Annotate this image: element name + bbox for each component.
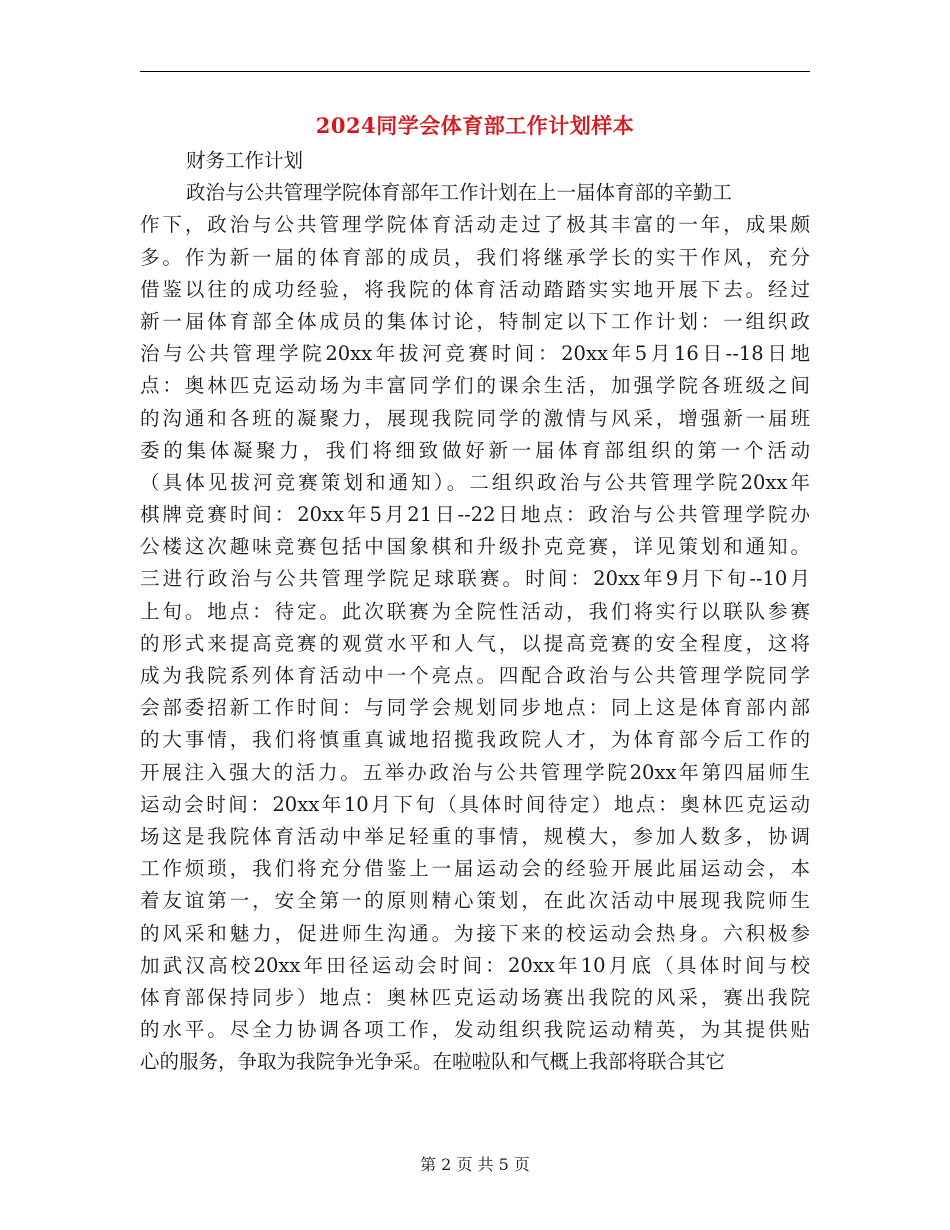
body-line: 公楼这次趣味竞赛包括中国象棋和升级扑克竞赛，详见策划和通知。 xyxy=(140,535,810,559)
body-line: 多。作为新一届的体育部的成员，我们将继承学长的实干作风，充分 xyxy=(140,245,810,269)
body-line: 三进行政治与公共管理学院足球联赛。时间：20xx年9月下旬--10月 xyxy=(140,567,810,591)
body-line: 成为我院系列体育活动中一个亮点。四配合政治与公共管理学院同学 xyxy=(140,664,810,687)
body-line: 棋牌竞赛时间：20xx年5月21日--22日地点：政治与公共管理学院办 xyxy=(140,503,810,527)
body-line: 的风采和魅力，促进师生沟通。为接下来的校运动会热身。六积极参 xyxy=(140,921,810,945)
document-title: 2024同学会体育部工作计划样本 xyxy=(315,113,635,138)
document-body xyxy=(140,145,810,1078)
header-rule xyxy=(140,71,810,72)
body-line: 的形式来提高竞赛的观赏水平和人气，以提高竞赛的安全程度，这将 xyxy=(140,631,810,655)
body-line: 新一届体育部全体成员的集体讨论，特制定以下工作计划：一组织政 xyxy=(140,309,810,333)
body-line: 点：奥林匹克运动场为丰富同学们的课余生活，加强学院各班级之间 xyxy=(140,374,810,398)
body-line: 治与公共管理学院20xx年拔河竞赛时间：20xx年5月16日--18日地 xyxy=(140,342,810,366)
body-line: 会部委招新工作时间：与同学会规划同步地点：同上这是体育部内部 xyxy=(140,696,810,720)
section-heading: 财务工作计划 xyxy=(186,149,304,172)
body-line: 政治与公共管理学院体育部年工作计划在上一届体育部的辛勤工 xyxy=(186,181,733,205)
body-line: 加武汉高校20xx年田径运动会时间：20xx年10月底（具体时间与校 xyxy=(140,953,810,977)
body-line: 着友谊第一，安全第一的原则精心策划，在此次活动中展现我院师生 xyxy=(140,889,810,913)
body-line: 体育部保持同步）地点：奥林匹克运动场赛出我院的风采，赛出我院 xyxy=(140,985,810,1009)
body-line: 作下，政治与公共管理学院体育活动走过了极其丰富的一年，成果颇 xyxy=(140,213,810,237)
body-line: 的沟通和各班的凝聚力，展现我院同学的激情与风采，增强新一届班 xyxy=(140,406,810,430)
body-line: 的水平。尽全力协调各项工作，发动组织我院运动精英，为其提供贴 xyxy=(140,1018,810,1042)
body-line: 委的集体凝聚力，我们将细致做好新一届体育部组织的第一个活动 xyxy=(140,438,810,462)
body-line: 场这是我院体育活动中举足轻重的事情，规模大，参加人数多，协调 xyxy=(140,824,810,848)
body-line: 心的服务，争取为我院争光争采。在啦啦队和气概上我部将联合其它 xyxy=(140,1050,726,1074)
body-line: 借鉴以往的成功经验，将我院的体育活动踏踏实实地开展下去。经过 xyxy=(140,277,810,301)
body-line: 工作烦琐，我们将充分借鉴上一届运动会的经验开展此届运动会，本 xyxy=(140,857,810,881)
body-line: 的大事情，我们将慎重真诚地招揽我政院人才，为体育部今后工作的 xyxy=(140,728,810,752)
page-number-footer: 第 2 页 共 5 页 xyxy=(420,1155,530,1174)
body-line: 开展注入强大的活力。五举办政治与公共管理学院20xx年第四届师生 xyxy=(140,760,810,784)
body-line: （具体见拔河竞赛策划和通知）。二组织政治与公共管理学院20xx年 xyxy=(140,470,810,494)
body-line: 上旬。地点：待定。此次联赛为全院性活动，我们将实行以联队参赛 xyxy=(140,599,810,623)
body-line: 运动会时间：20xx年10月下旬（具体时间待定）地点：奥林匹克运动 xyxy=(140,792,810,816)
